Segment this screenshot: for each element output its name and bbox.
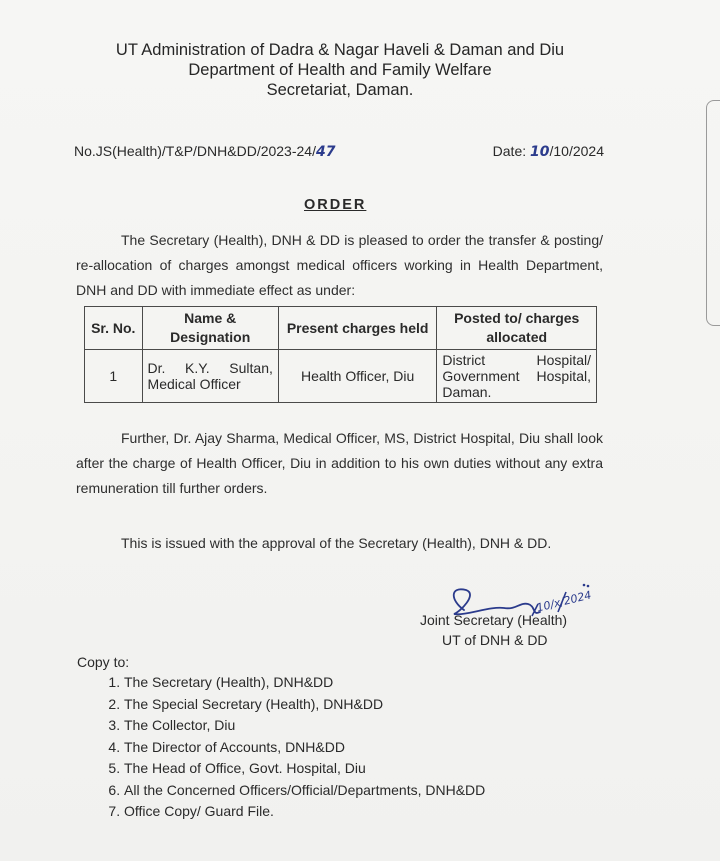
order-paragraph-approval: This is issued with the approval of the Secretary (Health), DNH & DD.: [121, 535, 552, 551]
list-item: 3. The Collector, Diu: [124, 715, 485, 737]
header-line-secretariat: Secretariat, Daman.: [266, 81, 414, 99]
list-item: 2. The Special Secretary (Health), DNH&DD: [124, 694, 485, 716]
signature-block: [420, 582, 600, 652]
signatory-designation: Joint Secretary (Health): [420, 612, 568, 628]
date-label: Date:: [492, 143, 531, 159]
header-line-department: Department of Health and Family Welfare: [188, 61, 492, 79]
list-item: 5. The Head of Office, Govt. Hospital, Diu: [124, 758, 485, 780]
cell-posted-to: [437, 350, 597, 403]
cell-present-charges: Health Officer, Diu: [278, 350, 437, 403]
signature-date: 10/x/2024: [535, 588, 593, 615]
copy-to-heading: Copy to:: [77, 654, 130, 670]
list-item: 4. The Director of Accounts, DNH&DD: [124, 737, 485, 759]
posted-line-1: District Hospital/: [442, 352, 591, 368]
cell-name-designation: [142, 350, 278, 403]
header-posted-to: Posted to/ charges allocated: [437, 307, 597, 350]
transfer-table: [84, 306, 597, 403]
reference-number-handwritten: 47: [315, 144, 336, 160]
header-sr-no: Sr. No.: [85, 307, 143, 350]
reference-number: [74, 143, 335, 160]
paper-edge: [706, 100, 720, 326]
posted-line-3: Daman.: [442, 384, 492, 400]
header-name-designation: Name & Designation: [142, 307, 278, 350]
reference-number-prefix: No.JS(Health)/T&P/DNH&DD/2023-24/: [74, 143, 316, 159]
order-paragraph-intro: The Secretary (Health), DNH & DD is pleased to order the transfer & posting/ re-allocation of charges amongst medical officers working in Health Department, DNH and DD with immediate effect as under:: [76, 232, 603, 298]
table-row: [85, 350, 597, 403]
cell-sr-no: 1: [85, 350, 143, 403]
date-month-year: /10/2024: [549, 143, 604, 159]
list-item: 6. All the Concerned Officers/Official/Departments, DNH&DD: [124, 780, 485, 802]
letterhead: [0, 40, 680, 100]
posted-line-2: Government Hospital,: [442, 368, 591, 384]
officer-name: Dr. K.Y. Sultan,: [147, 360, 273, 376]
copy-to-list: [100, 672, 485, 823]
order-date: [493, 143, 604, 160]
header-line-administration: UT Administration of Dadra & Nagar Haveli & Daman and Diu: [115, 41, 565, 59]
list-item: 7. Office Copy/ Guard File.: [124, 801, 485, 823]
date-day-handwritten: 10: [530, 144, 550, 160]
list-item: 1. The Secretary (Health), DNH&DD: [124, 672, 485, 694]
signatory-office: UT of DNH & DD: [442, 632, 548, 648]
officer-designation: Medical Officer: [147, 376, 241, 392]
header-present-charges: Present charges held: [278, 307, 437, 350]
order-title: ORDER: [304, 197, 367, 213]
table-header-row: [85, 307, 597, 350]
order-paragraph-additional-charge: Further, Dr. Ajay Sharma, Medical Officer, MS, District Hospital, Diu shall look after the charge of Health Officer, Diu in addition to his own duties without any extra remuneration till further orders.: [76, 430, 603, 496]
